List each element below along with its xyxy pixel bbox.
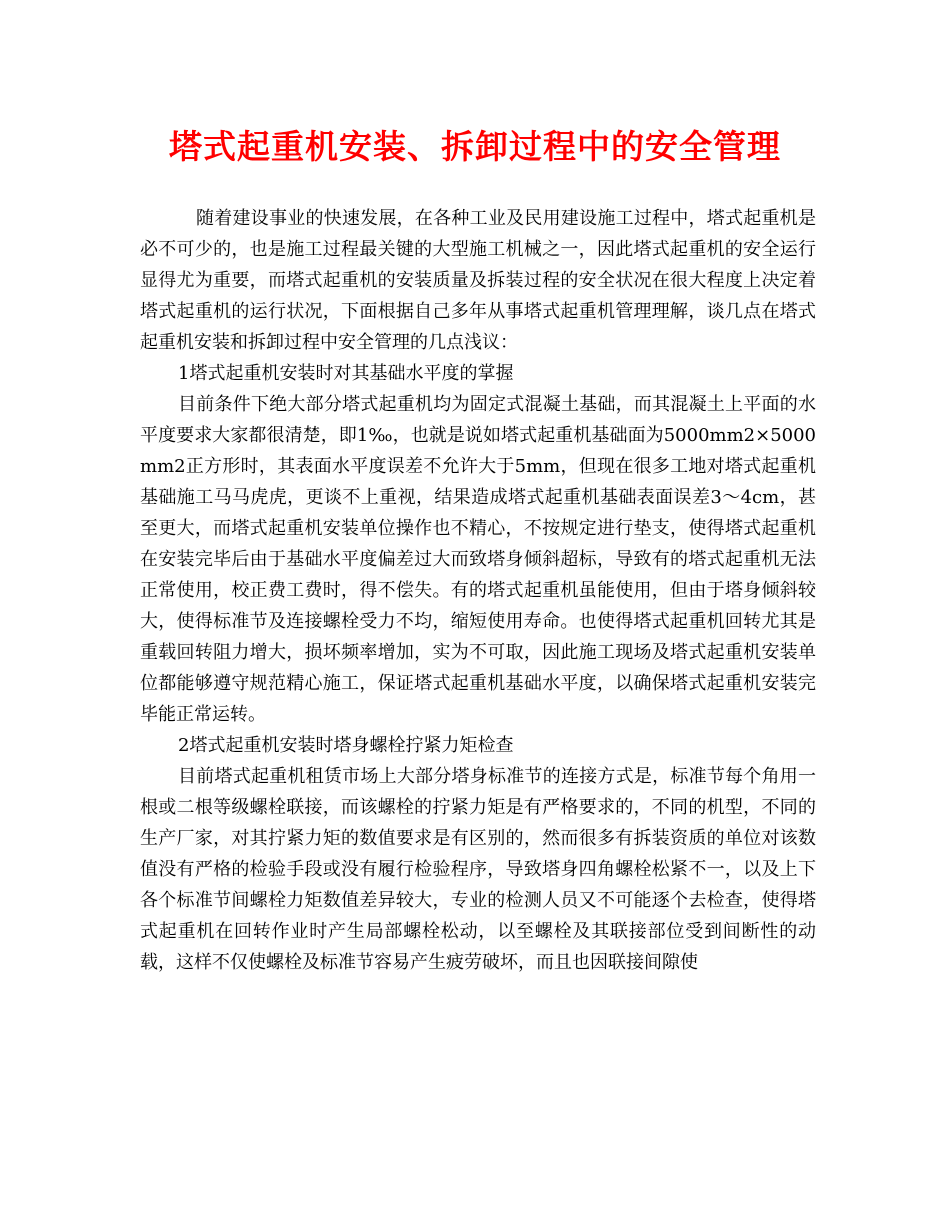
document-body <box>140 203 816 978</box>
section-paragraph-2: 目前塔式起重机租赁市场上大部分塔身标准节的连接方式是，标准节每个角用一根或二根等级螺栓联接，而该螺栓的拧紧力矩是有严格要求的，不同的机型，不同的生产厂家，对其拧紧力矩的数值要求是有区别的，然而很多有拆装资质的单位对该数值没有严格的检验手段或没有履行检验程序，导致塔身四角螺栓松紧不一，以及上下各个标准节间螺栓力矩数值差异较大，专业的检测人员又不可能逐个去检查，使得塔式起重机在回转作业时产生局部螺栓松动，以至螺栓及其联接部位受到间断性的动载，这样不仅使螺栓及标准节容易产生疲劳破坏，而且也因联接间隙使 <box>140 766 816 973</box>
document-title: 塔式起重机安装、拆卸过程中的安全管理 <box>169 127 781 166</box>
section-heading-1: 1塔式起重机安装时对其基础水平度的掌握 <box>178 363 514 384</box>
section-paragraph-1: 目前条件下绝大部分塔式起重机均为固定式混凝土基础，而其混凝土上平面的水平度要求大家都很清楚，即1‰，也就是说如塔式起重机基础面为5000mm2×5000mm2正方形时，其表面水平度误差不允许大于5mm，但现在很多工地对塔式起重机基础施工马马虎虎，更谈不上重视，结果造成塔式起重机基础表面误差3～4cm，甚至更大，而塔式起重机安装单位操作也不精心，不按规定进行垫支，使得塔式起重机在安装完毕后由于基础水平度偏差过大而致塔身倾斜超标，导致有的塔式起重机无法正常使用，校正费工费时，得不偿失。有的塔式起重机虽能使用，但由于塔身倾斜较大，使得标准节及连接螺栓受力不均，缩短使用寿命。也使得塔式起重机回转尤其是重载回转阻力增大，损坏频率增加，实为不可取，因此施工现场及塔式起重机安装单位都能够遵守规范精心施工，保证塔式起重机基础水平度，以确保塔式起重机安装完毕能正常运转。 <box>140 394 816 725</box>
section-heading-2: 2塔式起重机安装时塔身螺栓拧紧力矩检查 <box>178 735 514 756</box>
intro-paragraph: 随着建设事业的快速发展，在各种工业及民用建设施工过程中，塔式起重机是必不可少的，也是施工过程最关键的大型施工机械之一，因此塔式起重机的安全运行显得尤为重要，而塔式起重机的安装质量及拆装过程的安全状况在很大程度上决定着塔式起重机的运行状况，下面根据自己多年从事塔式起重机管理理解，谈几点在塔式起重机安装和拆卸过程中安全管理的几点浅议： <box>140 208 816 353</box>
